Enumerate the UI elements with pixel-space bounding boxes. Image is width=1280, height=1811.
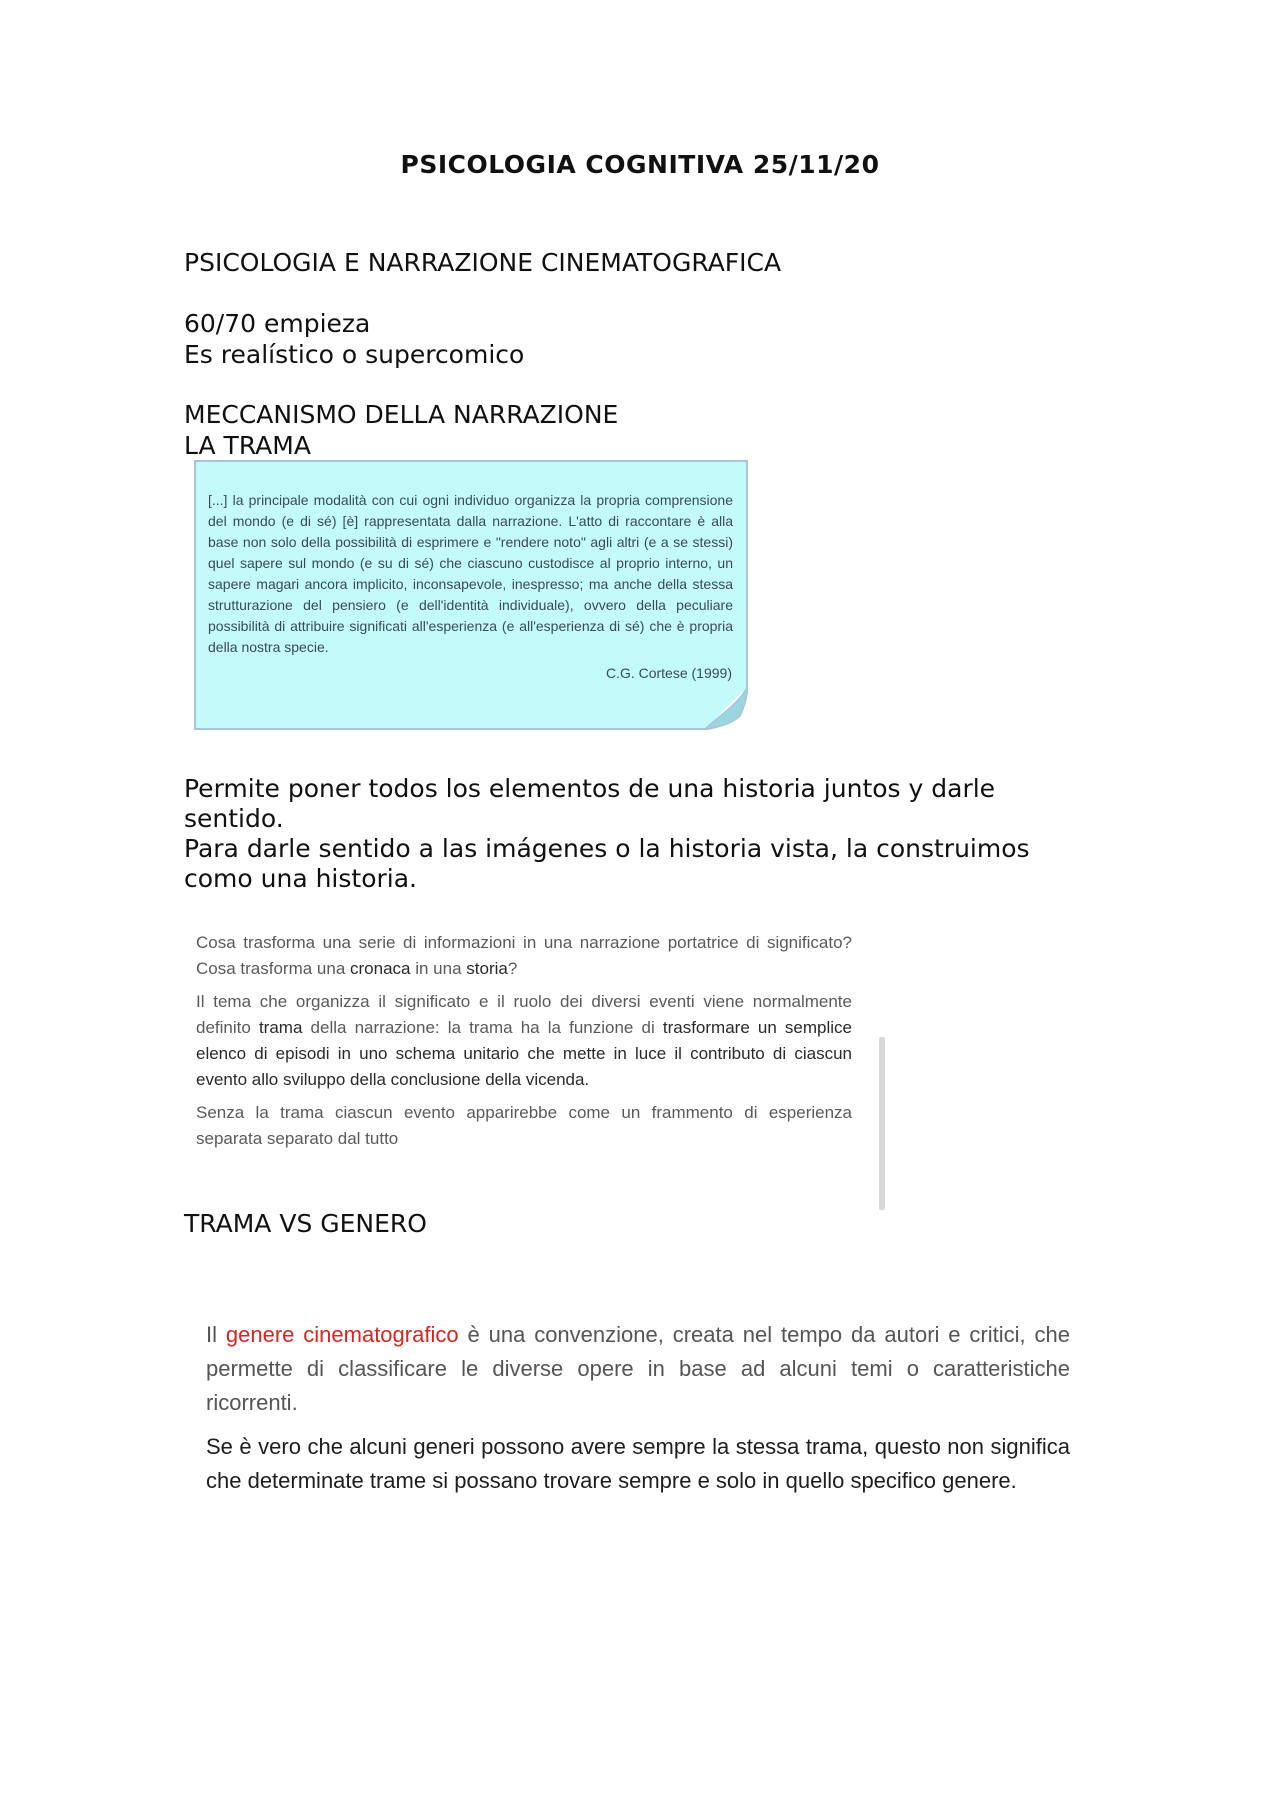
note-line-1: 60/70 empieza <box>184 309 371 338</box>
page-curl-icon <box>704 686 748 730</box>
note-line-2: Es realístico o supercomico <box>184 340 525 369</box>
genre-excerpt-image <box>206 1318 1070 1508</box>
plot-heading: LA TRAMA <box>184 431 311 460</box>
section-heading: PSICOLOGIA E NARRAZIONE CINEMATOGRAFICA <box>184 248 782 277</box>
excerpt-scrollbar <box>879 1037 885 1210</box>
genre-heading: TRAMA VS GENERO <box>184 1209 427 1238</box>
excerpt-fragment: Senza la trama ciascun evento apparirebbe come un frammento di esperienza separata separato dal tutto <box>196 1103 852 1148</box>
quote-author: C.G. Cortese (1999) <box>605 665 732 681</box>
genre-note: Se è vero che alcuni generi possono avere sempre la stessa trama, questo non significa che determinate trame si possano trovare sempre e solo in quello specifico genere. <box>206 1434 1070 1493</box>
explanation-paragraph-1: Permite poner todos los elementos de una historia juntos y darle sentido. <box>184 774 996 833</box>
mechanism-heading: MECCANISMO DELLA NARRAZIONE <box>184 400 619 429</box>
genre-term: genere cinematografico <box>225 1322 459 1347</box>
quote-card-image <box>194 460 748 730</box>
page-title: PSICOLOGIA COGNITIVA 25/11/20 <box>400 150 880 179</box>
explanation-paragraph-2: Para darle sentido a las imágenes o la historia vista, la construimos como una historia. <box>184 834 1030 893</box>
genre-definition: Il genere cinematografico è una convenzione, creata nel tempo da autori e critici, che permette di classificare le diverse opere in base ad alcuni temi o caratteristiche ricorrenti. <box>206 1322 1070 1415</box>
quote-text: [...] la principale modalità con cui ogni individuo organizza la propria comprensione del mondo (e di sé) [è] rappresentata dalla narrazione. L'atto di raccontare è alla base non solo della possibilità di esprimere e "rendere noto" agli altri (e a se stessi) quel sapere sul mondo (e su di sé) che ciascuno custodisce al proprio interno, un sapere magari ancora implicito, inconsapevole, inespresso; ma anche della stessa strutturazione del pensiero (e dell'identità individuale), ovvero della peculiare possibilità di attribuire significati all'esperienza (e all'esperienza di sé) che è propria della nostra specie. <box>208 492 733 655</box>
excerpt-theme: Il tema che organizza il significato e il ruolo dei diversi eventi viene normalmente definito trama della narrazione: la trama ha la funzione di trasformare un semplice elenco di episodi in uno schema unitario che mette in luce il contributo di ciascun evento allo sviluppo della conclusione della vicenda. <box>196 992 853 1089</box>
plot-excerpt-image <box>196 930 852 1159</box>
excerpt-question: Cosa trasforma una serie di informazioni in una narrazione portatrice di significato? Cosa trasforma una cronaca in una storia? <box>196 933 852 978</box>
